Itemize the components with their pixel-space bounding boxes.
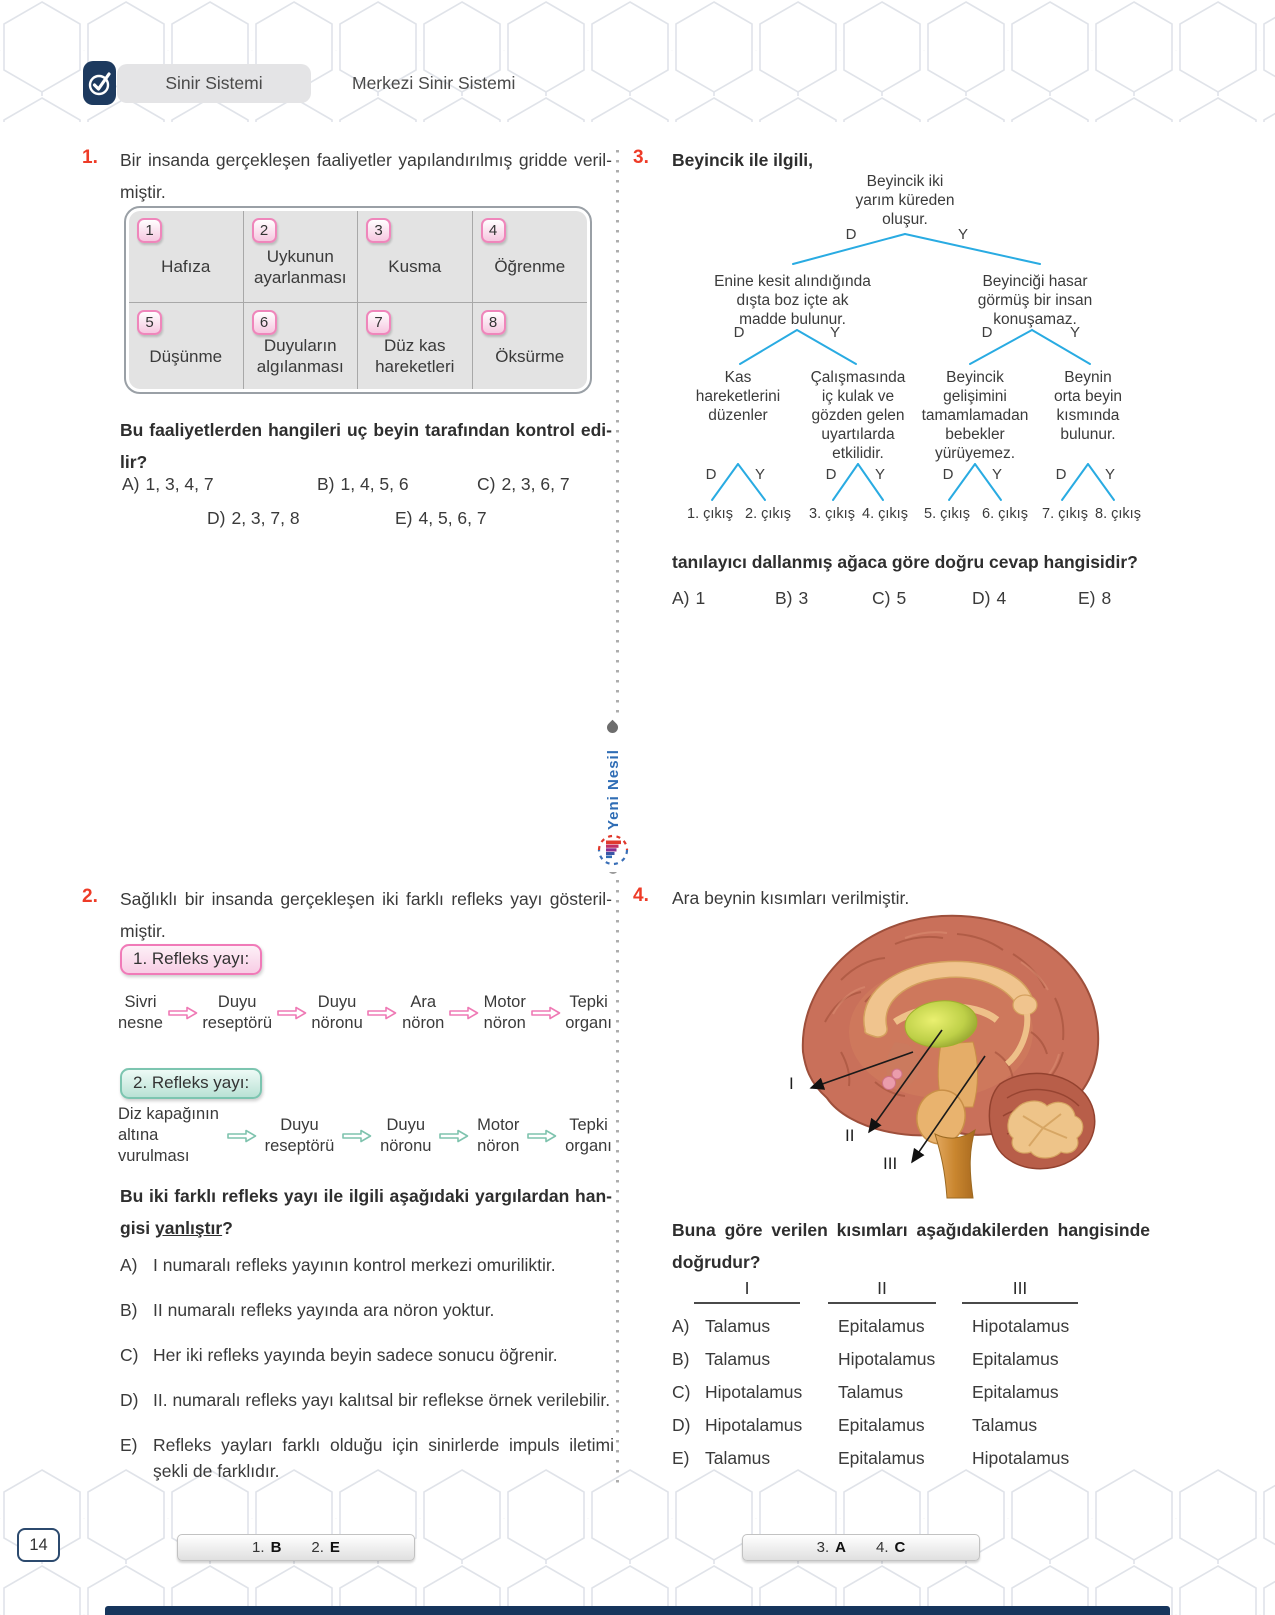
brain-sagittal-illustration (745, 902, 1140, 1202)
branch-label-y: Y (1069, 324, 1081, 341)
q1-option: E) 4, 5, 6, 7 (395, 508, 487, 528)
q3-option: C) 5 (872, 588, 907, 608)
brain-figure (745, 902, 1140, 1202)
tree-node: Enine kesit alındığında dışta boz içte ak madde bulunur. (714, 273, 871, 328)
branch-label-y: Y (829, 324, 841, 341)
figure-label-1: I (789, 1074, 794, 1093)
branch-label-d: D (705, 466, 717, 483)
q3-number: 3. (633, 147, 649, 168)
chain-step: Sivri nesne (118, 993, 163, 1032)
table-cell: Epitalamus (838, 1448, 925, 1468)
cell-number-badge: 8 (481, 310, 506, 335)
answer-key-left: 1. B 2. E (177, 1534, 415, 1561)
cell-label: Düz kas hareketleri (375, 336, 455, 376)
chain-step: Duyu reseptörü (202, 993, 273, 1032)
page-number-box (17, 1528, 60, 1562)
chain-step: Duyu nöronu (380, 1115, 432, 1155)
publisher-logo-text: Yeni Nesil (604, 749, 622, 830)
q4-answer-table (672, 1278, 1150, 1478)
hollow-arrow-icon (527, 1129, 557, 1143)
q2-option: D) II. numaralı refleks yayı kalıtsal bir reflekse örnek verilebilir. (120, 1390, 611, 1410)
cell-label: Öğrenme (494, 257, 566, 276)
table-cell: Epitalamus (972, 1349, 1059, 1369)
cell-number-badge: 5 (137, 310, 162, 335)
chapter-badge (83, 61, 116, 105)
tree-root-node: Beyincik iki yarım küreden oluşur. (855, 173, 955, 228)
hollow-arrow-icon (531, 1006, 561, 1020)
decision-tree (655, 172, 1165, 537)
cell-number-badge: 6 (252, 310, 277, 335)
reflex-arc2-title: 2. Refleks yayı: (120, 1068, 262, 1099)
hollow-arrow-icon (277, 1006, 307, 1020)
chain-step: Tepki organı (565, 993, 612, 1032)
chain-step: Tepki organı (565, 1115, 612, 1155)
answer-key-right: 3. A 4. C (742, 1534, 980, 1561)
hollow-arrow-icon (227, 1129, 257, 1143)
hollow-arrow-icon (342, 1129, 372, 1143)
q2-intro-line: Sağlıklı bir insanda gerçekleşen iki farklı refleks yayı gösteril- (120, 889, 612, 909)
table-cell: Hipotalamus (705, 1382, 803, 1402)
unit-title-pill (117, 64, 311, 103)
row-letter: A) (672, 1316, 690, 1336)
tree-leaf: 7. çıkış (1042, 506, 1088, 522)
reflex-arc1-title: 1. Refleks yayı: (120, 944, 262, 975)
q1-stem-line: Bu faaliyetlerden hangileri uç beyin tarafından kontrol edi- (120, 420, 612, 440)
table-cell: Epitalamus (838, 1316, 925, 1336)
reflex-arc1-chain (118, 992, 612, 1034)
tree-leaf: 8. çıkış (1095, 506, 1141, 522)
chain-step: Diz kapağının altına vurulması (118, 1105, 219, 1165)
tree-leaf: 1. çıkış (687, 506, 733, 522)
grid-cell (473, 211, 588, 303)
q2-option: E) Refleks yayları farklı olduğu için sinirlerde impuls iletimi şekli de farklıdır. (120, 1435, 614, 1481)
activity-grid (124, 206, 592, 394)
q1-intro-line: Bir insanda gerçekleşen faaliyetler yapılandırılmış gridde veril- (120, 150, 612, 170)
branch-label-d: D (733, 324, 745, 341)
row-letter: B) (672, 1349, 690, 1369)
column-divider-dots (616, 880, 619, 1490)
chain-step: Duyu nöronu (311, 993, 363, 1032)
q3-option: D) 4 (972, 588, 1007, 608)
q1-intro (120, 144, 612, 208)
q2-intro (120, 883, 612, 947)
table-cell: Talamus (838, 1382, 904, 1402)
figure-label-3: III (883, 1154, 898, 1173)
tree-leaf: 2. çıkış (745, 506, 791, 522)
figure-label-2: II (845, 1126, 855, 1145)
branch-label-y: Y (957, 226, 969, 243)
table-cell: Talamus (705, 1316, 771, 1336)
hollow-arrow-icon (449, 1006, 479, 1020)
cell-label: Duyuların algılanması (256, 336, 344, 376)
tree-node: Kas hareketlerini düzenler (695, 369, 781, 424)
q3-option: B) 3 (775, 588, 809, 608)
branch-label-y: Y (991, 466, 1003, 483)
row-letter: D) (672, 1415, 691, 1435)
table-cell: Hipotalamus (838, 1349, 936, 1369)
hollow-arrow-icon (439, 1129, 469, 1143)
grid-cell (244, 211, 359, 303)
q1-intro-line: miştir. (120, 182, 166, 202)
tree-leaf: 3. çıkış (809, 506, 855, 522)
column-divider-dots (616, 150, 619, 716)
page-number: 14 (29, 1535, 48, 1554)
q4-number: 4. (633, 885, 649, 906)
table-header: I (694, 1278, 800, 1304)
branch-label-d: D (825, 466, 837, 483)
q3-stem: tanılayıcı dallanmış ağaca göre doğru cevap hangisidir? (672, 552, 1138, 572)
hollow-arrow-icon (367, 1006, 397, 1020)
q1-number: 1. (82, 147, 98, 168)
tree-leaf: 6. çıkış (982, 506, 1028, 522)
cell-number-badge: 1 (137, 218, 162, 243)
q2-stem (120, 1180, 612, 1244)
grid-cell (244, 303, 359, 389)
q1-option: A) 1, 3, 4, 7 (122, 474, 214, 494)
grid-cell (473, 303, 588, 389)
table-header: III (962, 1278, 1078, 1304)
hex-pattern-top (0, 0, 1275, 122)
q1-option: C) 2, 3, 6, 7 (477, 474, 570, 494)
q3-intro: Beyincik ile ilgili, (672, 150, 814, 170)
q1-options-row2 (122, 508, 614, 534)
table-cell: Talamus (972, 1415, 1038, 1435)
cell-label: Hafıza (161, 257, 211, 276)
tree-node: Çalışmasında iç kulak ve gözden gelen uyartılarda etkilidir. (810, 369, 906, 462)
cell-number-badge: 7 (366, 310, 391, 335)
q3-option: E) 8 (1078, 588, 1112, 608)
branch-label-y: Y (874, 466, 886, 483)
cell-number-badge: 2 (252, 218, 277, 243)
cell-label: Kusma (388, 257, 442, 276)
check-circle-icon (87, 67, 113, 99)
grid-cell (129, 211, 244, 303)
table-header: II (828, 1278, 936, 1304)
publisher-logo-mark-icon (594, 830, 632, 870)
bottom-accent-bar (105, 1606, 1170, 1615)
q1-stem (120, 414, 612, 478)
q2-intro-line: miştir. (120, 921, 166, 941)
grid-cell (358, 303, 473, 389)
table-cell: Talamus (705, 1349, 771, 1369)
branch-label-d: D (845, 226, 857, 243)
q2-stem-line: gisi yanlıştır? (120, 1218, 233, 1238)
topic-title: Merkezi Sinir Sistemi (352, 73, 516, 93)
branch-label-y: Y (754, 466, 766, 483)
table-cell: Hipotalamus (705, 1415, 803, 1435)
q4-stem-line: Buna göre verilen kısımları aşağıdakilerden hangisinde (672, 1220, 1150, 1240)
q4-stem-line: doğrudur? (672, 1252, 761, 1272)
cell-label: Uykunun ayarlanması (253, 246, 347, 287)
table-cell: Hipotalamus (972, 1448, 1070, 1468)
branch-label-d: D (981, 324, 993, 341)
branch-label-y: Y (1104, 466, 1116, 483)
publisher-logo (586, 744, 640, 872)
q2-number: 2. (82, 886, 98, 907)
grid-cell (358, 211, 473, 303)
teardrop-icon (605, 720, 621, 736)
reflex-arc2-chain (118, 1104, 612, 1167)
branch-label-d: D (942, 466, 954, 483)
hollow-arrow-icon (168, 1006, 198, 1020)
table-cell: Epitalamus (838, 1415, 925, 1435)
cell-number-badge: 3 (366, 218, 391, 243)
q3-option: A) 1 (672, 588, 706, 608)
chain-step: Ara nöron (402, 993, 445, 1032)
unit-title: Sinir Sistemi (165, 73, 263, 93)
tree-leaf: 5. çıkış (924, 506, 970, 522)
cell-number-badge: 4 (481, 218, 506, 243)
grid-cell (129, 303, 244, 389)
q2-option: C) Her iki refleks yayında beyin sadece sonucu öğrenir. (120, 1345, 558, 1365)
cell-label: Düşünme (149, 346, 223, 366)
row-letter: E) (672, 1448, 690, 1468)
chain-step: Motor nöron (483, 993, 526, 1032)
q1-option: B) 1, 4, 5, 6 (317, 474, 409, 494)
q1-option: D) 2, 3, 7, 8 (207, 508, 300, 528)
q1-options-row1 (122, 474, 614, 500)
q3-options-row (672, 588, 1152, 614)
q2-stem-line: Bu iki farklı refleks yayı ile ilgili aşağıdaki yargılardan han- (120, 1186, 612, 1206)
chain-step: Duyu reseptörü (264, 1115, 335, 1155)
table-cell: Epitalamus (972, 1382, 1059, 1402)
q2-option: B) II numaralı refleks yayında ara nöron yoktur. (120, 1300, 495, 1320)
tree-node: Beynin orta beyin kısmında bulunur. (1053, 369, 1123, 443)
q1-stem-line: lir? (120, 452, 148, 472)
table-cell: Talamus (705, 1448, 771, 1468)
cell-label: Öksürme (495, 346, 565, 366)
tree-node: Beyinciği hasar görmüş bir insan konuşamaz. (977, 273, 1093, 328)
underlined-word: yanlıştır (155, 1218, 223, 1238)
tree-node: Beyincik gelişimini tamamlamadan bebekler yürüyemez. (921, 369, 1029, 462)
chain-step: Motor nöron (477, 1115, 520, 1155)
row-letter: C) (672, 1382, 691, 1402)
q4-intro: Ara beynin kısımları verilmiştir. (672, 888, 910, 908)
tree-leaf: 4. çıkış (862, 506, 908, 522)
q4-stem (672, 1214, 1150, 1278)
table-cell: Hipotalamus (972, 1316, 1070, 1336)
q2-option: A) I numaralı refleks yayının kontrol merkezi omuriliktir. (120, 1255, 556, 1275)
branch-label-d: D (1055, 466, 1067, 483)
